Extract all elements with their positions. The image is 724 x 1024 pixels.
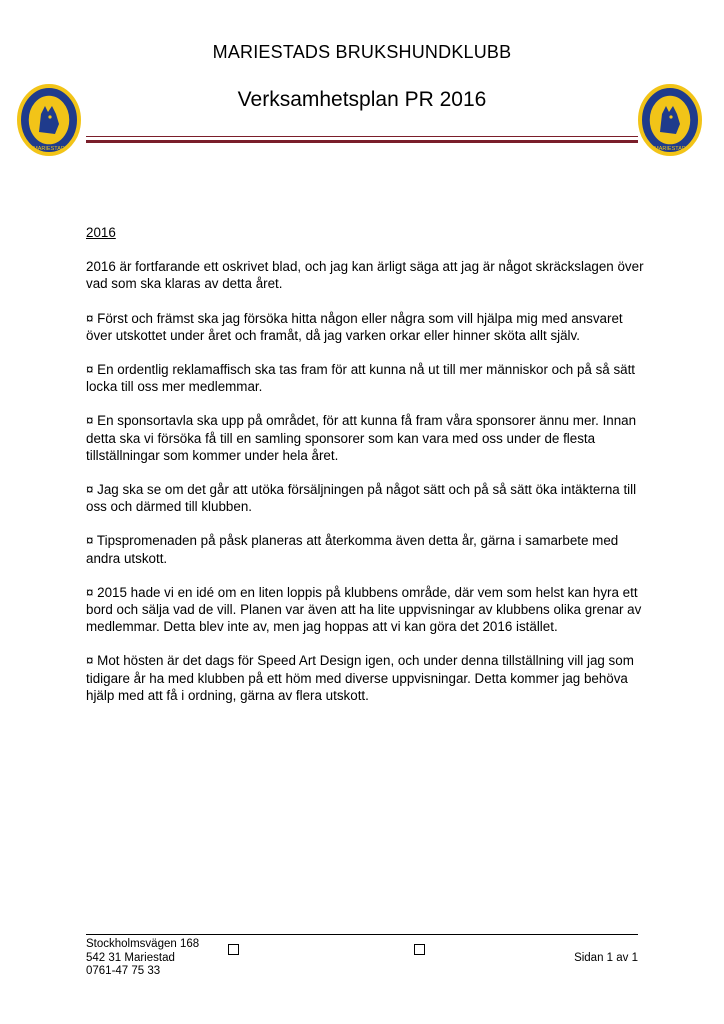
- svg-text:MARIESTAD: MARIESTAD: [654, 146, 686, 152]
- footer-checkbox-1: [228, 944, 239, 955]
- paragraph: ¤ En sponsortavla ska upp på området, för att kunna få fram våra sponsorer ännu mer. Innan detta ska vi försöka få till en samling sponsorer som kan vara med oss under de flesta tillställningar som kommer under hela året.: [86, 413, 637, 463]
- footer-address: [86, 938, 199, 979]
- year-heading: 2016: [86, 225, 116, 240]
- paragraph: ¤ En ordentlig reklamaffisch ska tas fram för att kunna nå ut till mer människor och på så sätt locka till oss mer medlemmar.: [86, 362, 636, 395]
- svg-text:MARIESTAD: MARIESTAD: [33, 146, 65, 152]
- body-content: [86, 224, 646, 721]
- paragraph: 2016 är fortfarande ett oskrivet blad, och jag kan ärligt säga att jag är något skräckslagen över vad som ska klaras av detta året.: [86, 259, 644, 292]
- paragraph: ¤ Mot hösten är det dags för Speed Art Design igen, och under denna tillställning vill jag som tidigare år ha med klubben på ett höm med diverse uppvisningar. Detta kommer jag behöva hjälp med att få i ordning, gärna av flera utskott.: [86, 653, 634, 703]
- paragraph: ¤ 2015 hade vi en idé om en liten loppis på klubbens område, där vem som helst kan hyra ett bord och sälja vad de vill. Planen var även att ha lite uppvisningar av klubbens olika grenar av medlemmar. Detta blev inte av, men jag hoppas att vi kan göra det 2016 istället.: [86, 584, 642, 635]
- organization-name: MARIESTADS BRUKSHUNDKLUBB: [212, 42, 512, 62]
- paragraph: ¤ Jag ska se om det går att utöka försäljningen på något sätt och på så sätt öka intäkterna till oss och därmed till klubben.: [86, 482, 637, 515]
- header-divider-thick: [86, 140, 638, 143]
- address-postal: 542 31 Mariestad: [86, 951, 175, 964]
- header-divider-thin: [86, 136, 638, 137]
- page-number: Sidan 1 av 1: [574, 952, 638, 964]
- document-title: Verksamhetsplan PR 2016: [237, 88, 487, 111]
- paragraph: ¤ Tipspromenaden på påsk planeras att återkomma även detta år, gärna i samarbete med andra utskott.: [86, 533, 619, 566]
- footer-checkbox-2: [414, 944, 425, 955]
- address-street: Stockholmsvägen 168: [86, 938, 200, 950]
- address-phone: 0761-47 75 33: [86, 965, 161, 978]
- paragraph: ¤ Först och främst ska jag försöka hitta någon eller några som vill hjälpa mig med ansvaret över utskottet under året och framåt, då jag varken orkar eller hinner sköta allt själv.: [86, 310, 623, 343]
- footer-divider: [86, 934, 638, 935]
